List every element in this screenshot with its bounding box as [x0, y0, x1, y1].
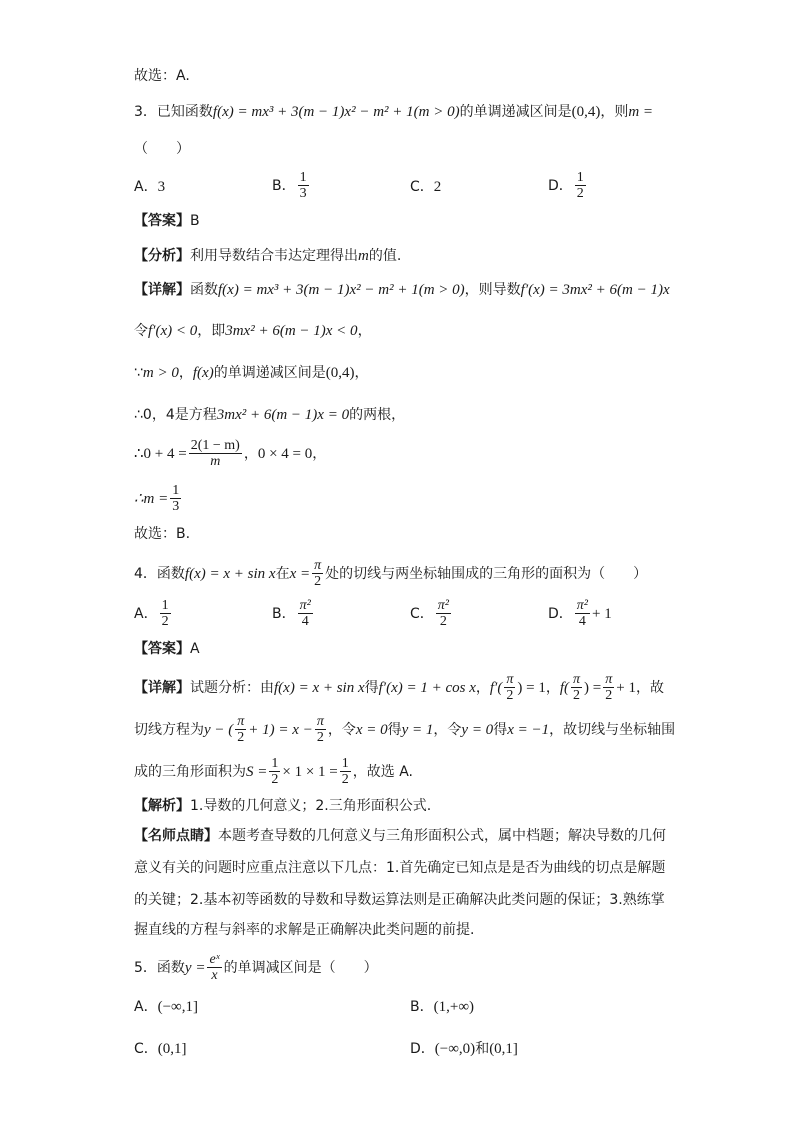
q4-detail-line-3: 成的三角形面积为S = $\frac{1}{2}$ × 1 × 1 = $\frac{1}{2}$ ，故选 A. [134, 756, 413, 788]
q3-option-b: B． $\frac{1}{3}$ [272, 170, 307, 202]
q3-answer: 【答案】B [134, 213, 200, 229]
q4-option-d: D． $\frac{\text{π²}}{4}$ + 1 [548, 598, 612, 630]
q4-mingshi-line-1: 【名师点睛】本题考查导数的几何意义与三角形面积公式，属中档题；解决导数的几何 [134, 828, 666, 844]
q5-option-a: A．(−∞,1] [134, 999, 198, 1015]
q4-mingshi-line-3: 的关键；2.基本初等函数的导数和导数运算法则是正确解决此类问题的保证；3.熟练掌 [134, 892, 665, 908]
q3-option-a: A．3 [134, 179, 166, 195]
fraction: $\frac{\pi}{2}$ [237, 714, 245, 746]
fraction: $\frac{1}{2}$ [341, 756, 349, 788]
fraction: $\frac{\text{π²}}{2}$ [437, 598, 449, 630]
q4-detail-line-1: 【详解】试题分析：由f(x) = x + sin x得f′(x) = 1 + cos x，f′( $\frac{\pi}{2}$ ) = 1，f( $\frac{\pi}{2}$ ) = $\frac{\pi}{2}$ + 1，故 [134, 672, 664, 704]
q3-detail-line-1: 【详解】函数f(x) = mx³ + 3(m − 1)x² − m² + 1(m > 0)，则导数f′(x) = 3mx² + 6(m − 1)x [134, 282, 670, 298]
q4-stem: 4．函数f(x) = x + sin x在x = $\frac{\pi}{2}$ 处的切线与两坐标轴围成的三角形的面积为（ ） [134, 558, 648, 590]
fraction: $\frac{2(1 - m)}{m}$ [190, 438, 240, 470]
q3-option-c: C．2 [410, 179, 442, 195]
fraction: $\frac{\pi}{2}$ [506, 672, 514, 704]
fraction: $\frac{1}{3}$ [172, 483, 180, 515]
fraction: $\frac{1}{2}$ [271, 756, 279, 788]
q3-detail-line-2: 令f′(x) < 0，即3mx² + 6(m − 1)x < 0， [134, 323, 372, 339]
fraction: $\frac{1}{3}$ [299, 170, 307, 202]
q3-stem: 3．已知函数f(x) = mx³ + 3(m − 1)x² − m² + 1(m > 0)的单调递减区间是(0,4)，则m = [134, 104, 654, 120]
q4-option-a: A． $\frac{1}{2}$ [134, 598, 169, 630]
q5-option-d: D．(−∞,0)和(0,1] [410, 1041, 518, 1057]
fraction: $\frac{\text{π²}}{4}$ [576, 598, 588, 630]
fraction: $\frac{\pi}{2}$ [605, 672, 613, 704]
q4-mingshi-line-4: 握直线的方程与斜率的求解是正确解决此类问题的前提. [134, 922, 475, 938]
q5-option-c: C．(0,1] [134, 1041, 187, 1057]
q2-conclusion: 故选：A. [134, 68, 190, 84]
fraction: $\frac{1}{2}$ [576, 170, 584, 202]
fraction: $\frac{\pi}{2}$ [573, 672, 581, 704]
q4-jiexi: 【解析】1.导数的几何意义；2.三角形面积公式. [134, 798, 432, 814]
q5-stem: 5．函数y = $\frac{\text{eˣ}}{x}$ 的单调减区间是（ ） [134, 952, 378, 984]
q3-detail-line-6: ∴m = $\frac{1}{3}$ [134, 483, 180, 515]
fraction: $\frac{\text{π²}}{4}$ [299, 598, 311, 630]
q4-option-c: C． $\frac{\text{π²}}{2}$ [410, 598, 449, 630]
q3-detail-line-5: ∴0 + 4 = $\frac{2(1 - m)}{m}$ ，0 × 4 = 0， [134, 438, 327, 470]
q4-answer: 【答案】A [134, 641, 200, 657]
fraction: $\frac{\text{eˣ}}{x}$ [209, 952, 220, 984]
fraction: $\frac{\pi}{2}$ [316, 714, 324, 746]
q3-detail-line-4: ∴0，4是方程3mx² + 6(m − 1)x = 0的两根， [134, 407, 406, 423]
q4-detail-line-2: 切线方程为y − ( $\frac{\pi}{2}$ + 1) = x − $\frac{\pi}{2}$ ，令x = 0得y = 1，令y = 0得x = −1，故切线与坐标轴围 [134, 714, 676, 746]
q3-conclusion: 故选：B. [134, 526, 191, 542]
fraction: $\frac{1}{2}$ [161, 598, 169, 630]
q3-option-d: D． $\frac{1}{2}$ [548, 170, 584, 202]
fraction: $\frac{\pi}{2}$ [314, 558, 322, 590]
q5-option-b: B．(1,+∞) [410, 999, 475, 1015]
q3-answer-blank: （ ） [134, 141, 190, 157]
q4-option-b: B． $\frac{\text{π²}}{4}$ [272, 598, 311, 630]
q3-detail-line-3: ∵m > 0，f(x)的单调递减区间是(0,4)， [134, 365, 369, 381]
q4-mingshi-line-2: 意义有关的问题时应重点注意以下几点：1.首先确定已知点是是否为曲线的切点是解题 [134, 860, 666, 876]
q3-analysis: 【分析】利用导数结合韦达定理得出m的值. [134, 248, 402, 264]
